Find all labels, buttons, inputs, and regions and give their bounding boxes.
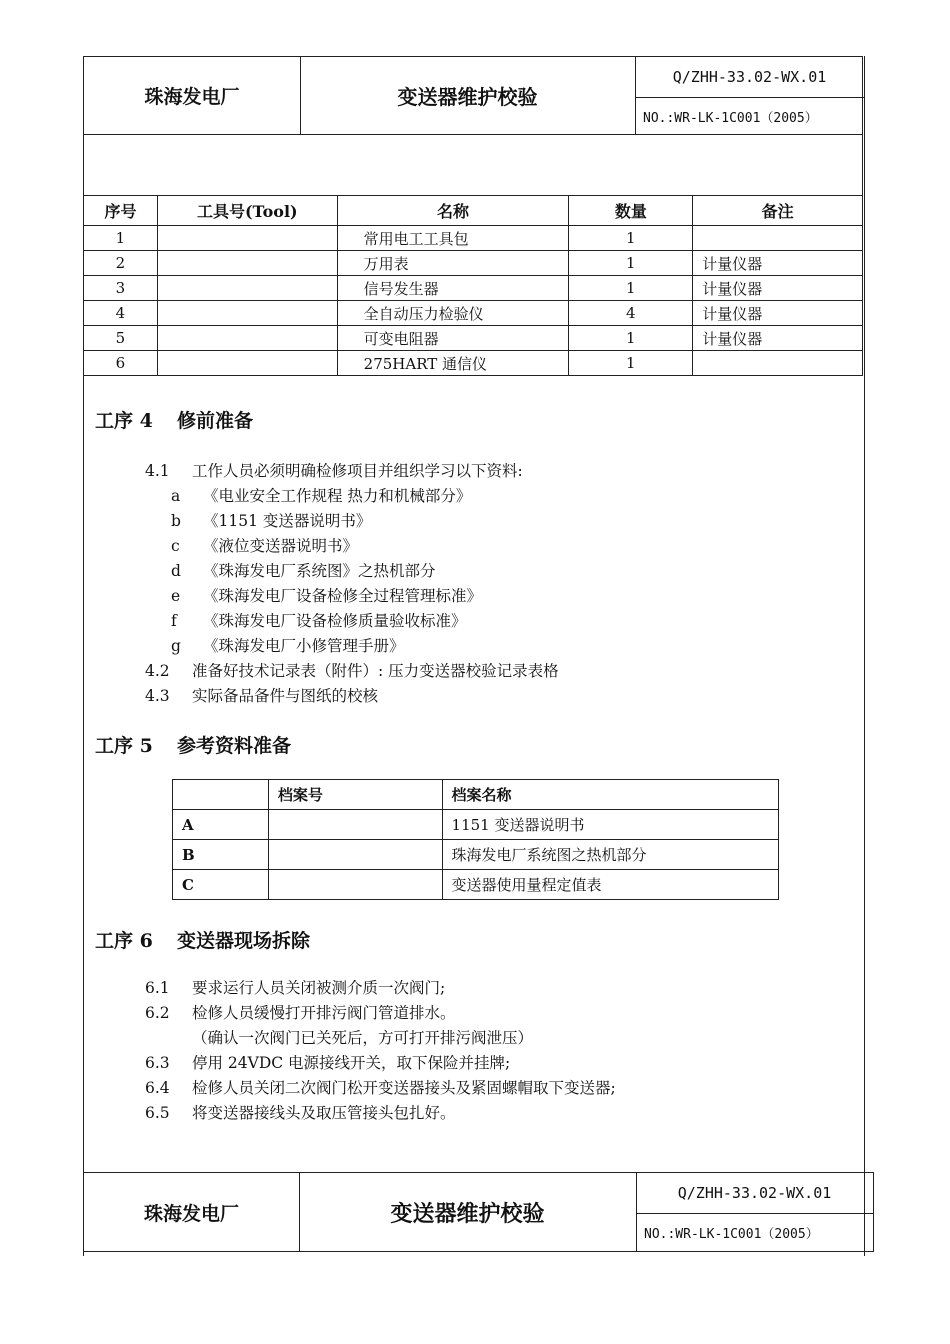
list-item: 6.4 检修人员关闭二次阀门松开变送器接头及紧固螺帽取下变送器; [145,1079,616,1097]
row-no: 3 [84,276,158,301]
row-name: 可变电阻器 [337,326,569,351]
section-5-heading [95,731,291,758]
document-title: 变送器维护校验 [300,57,636,134]
row-name: 275HART 通信仪 [337,351,569,376]
row-name: 珠海发电厂系统图之热机部分 [442,840,778,870]
row-no: 1 [84,226,158,251]
row-id: A [173,810,269,840]
list-item: g 《珠海发电厂小修管理手册》 [171,637,405,655]
section-title: 修前准备 [177,410,254,432]
row-id: C [173,870,269,900]
row-name: 常用电工工具包 [337,226,569,251]
list-item: f 《珠海发电厂设备检修质量验收标准》 [171,612,467,630]
row-id: B [173,840,269,870]
list-item: 6.5 将变送器接线头及取压管接头包扎好。 [145,1104,456,1122]
list-item: 6.2 检修人员缓慢打开排污阀门管道排水。 [145,1004,456,1022]
row-tool [157,351,337,376]
section-title: 参考资料准备 [177,735,292,757]
section-4-heading [95,406,253,433]
list-item: d 《珠海发电厂系统图》之热机部分 [171,562,436,580]
row-qty: 1 [569,326,693,351]
row-tool [157,226,337,251]
row-code [268,810,442,840]
table-row [173,870,779,900]
row-code [268,870,442,900]
row-no: 2 [84,251,158,276]
section-number: 工序 6 [95,930,153,952]
section-number: 工序 5 [95,735,153,757]
row-no: 6 [84,351,158,376]
row-note [693,351,863,376]
row-qty: 4 [569,301,693,326]
list-item: 6.3 停用 24VDC 电源接线开关，取下保险并挂牌; [145,1054,511,1072]
row-note: 计量仪器 [693,301,863,326]
table-row [84,251,863,276]
section-6-heading [95,926,310,953]
list-item: 4.2 准备好技术记录表（附件）: 压力变送器校验记录表格 [145,662,559,680]
company-name: 珠海发电厂 [84,1173,300,1251]
document-header [83,56,863,135]
row-name: 1151 变送器说明书 [442,810,778,840]
col-header-tool: 工具号(Tool) [157,196,337,226]
row-tool [157,301,337,326]
list-item: e 《珠海发电厂设备检修全过程管理标准》 [171,587,483,605]
table-row [84,276,863,301]
row-name: 全自动压力检验仪 [337,301,569,326]
list-item: a 《电业安全工作规程 热力和机械部分》 [171,487,472,505]
table-row [84,351,863,376]
row-name: 变送器使用量程定值表 [442,870,778,900]
row-no: 5 [84,326,158,351]
row-note [693,226,863,251]
col-header-no: 序号 [84,196,158,226]
tools-table-header [84,196,863,226]
tools-table [83,195,863,376]
document-code-cell [636,1173,873,1251]
row-tool [157,276,337,301]
section-title: 变送器现场拆除 [177,930,311,952]
list-item: （确认一次阀门已关死后，方可打开排污阀泄压） [192,1029,534,1047]
col-header-id [173,780,269,810]
row-qty: 1 [569,276,693,301]
row-no: 4 [84,301,158,326]
row-note: 计量仪器 [693,276,863,301]
list-item: 4.3 实际备品备件与图纸的校核 [145,687,379,705]
col-header-name: 名称 [337,196,569,226]
document-code: Q/ZHH-33.02-WX.01 [636,1173,873,1214]
document-number: NO.:WR-LK-1C001（2005） [643,110,818,126]
table-row [84,301,863,326]
table-row [84,226,863,251]
blank-row [83,134,863,196]
list-item: 4.1 工作人员必须明确检修项目并组织学习以下资料: [145,462,523,480]
row-tool [157,251,337,276]
row-tool [157,326,337,351]
row-qty: 1 [569,251,693,276]
reference-table [172,779,779,900]
table-row [173,840,779,870]
col-header-archive-name: 档案名称 [442,780,778,810]
list-item: 6.1 要求运行人员关闭被测介质一次阀门; [145,979,446,997]
row-code [268,840,442,870]
document-title: 变送器维护校验 [299,1173,637,1251]
col-header-code: 档案号 [268,780,442,810]
col-header-note: 备注 [693,196,863,226]
row-note: 计量仪器 [693,251,863,276]
section-number: 工序 4 [95,410,153,432]
col-header-qty: 数量 [569,196,693,226]
list-item: c 《液位变送器说明书》 [171,537,359,555]
reference-table-header [173,780,779,810]
row-name: 信号发生器 [337,276,569,301]
row-note: 计量仪器 [693,326,863,351]
row-qty: 1 [569,351,693,376]
list-item: b 《1151 变送器说明书》 [171,512,372,530]
table-row [173,810,779,840]
row-qty: 1 [569,226,693,251]
table-row [84,326,863,351]
document-footer-header [83,1172,874,1252]
company-name: 珠海发电厂 [84,57,301,134]
document-code-cell [635,57,864,134]
document-code: Q/ZHH-33.02-WX.01 [635,57,864,98]
document-number: NO.:WR-LK-1C001（2005） [644,1226,819,1242]
row-name: 万用表 [337,251,569,276]
